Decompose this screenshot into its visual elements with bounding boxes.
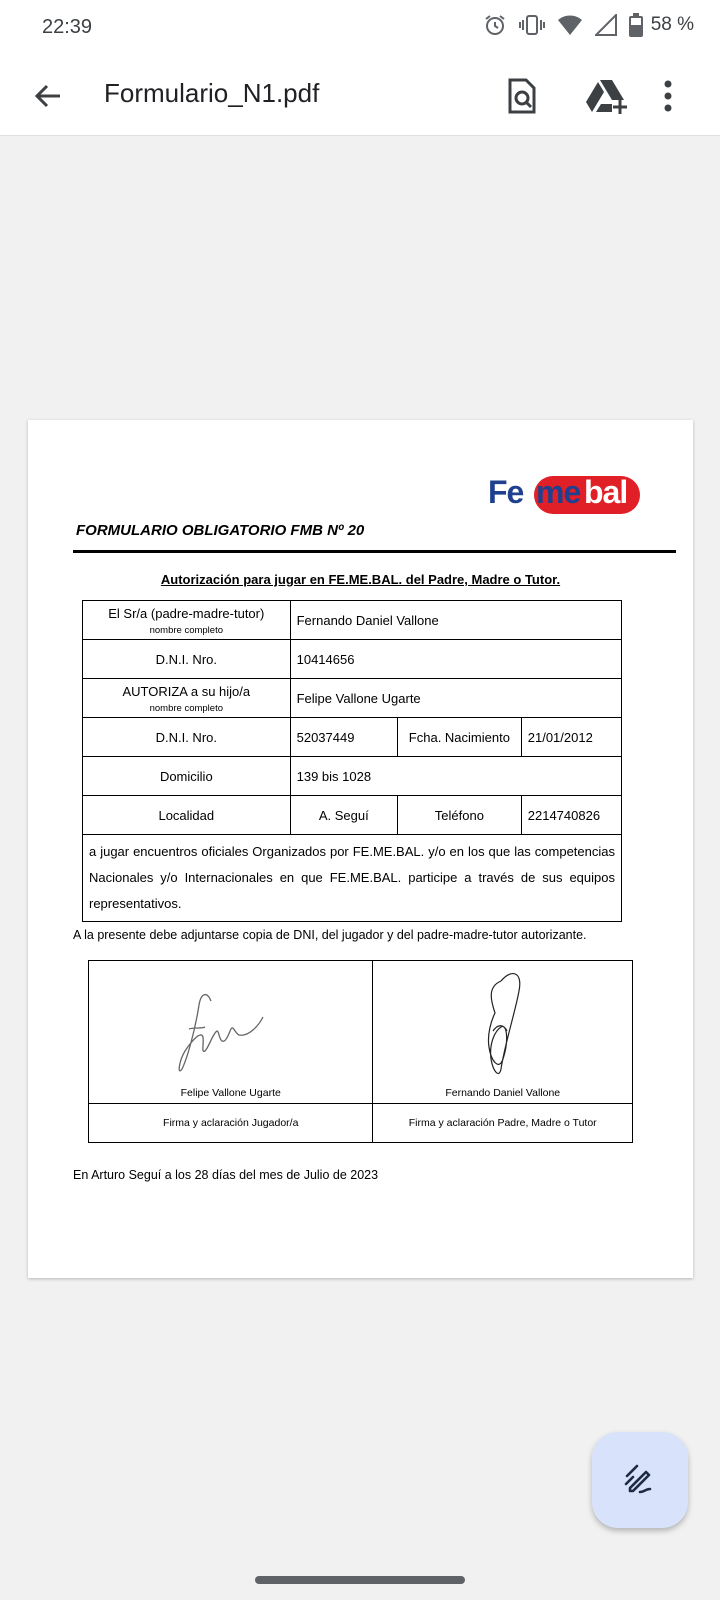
attachment-note: A la presente debe adjuntarse copia de DNI, del jugador y del padre-madre-tutor autorizante. — [73, 928, 587, 942]
add-to-drive-icon — [586, 76, 628, 116]
phone-label: Teléfono — [398, 796, 522, 835]
table-row — [83, 757, 622, 796]
guardian-signature-cell — [373, 961, 633, 1104]
locality-value: A. Seguí — [290, 796, 397, 835]
child-dni-label: D.N.I. Nro. — [83, 718, 291, 757]
back-button[interactable] — [30, 78, 66, 114]
table-row — [83, 718, 622, 757]
signal-icon — [595, 14, 617, 36]
document-title: Formulario_N1.pdf — [104, 78, 320, 108]
logo-bal: bal — [584, 474, 628, 510]
find-in-document-icon — [502, 76, 542, 116]
guardian-signature-caption: Firma y aclaración Padre, Madre o Tutor — [373, 1104, 633, 1143]
child-name-value: Felipe Vallone Ugarte — [290, 679, 621, 718]
guardian-dni-label: D.N.I. Nro. — [83, 640, 291, 679]
authorization-table — [82, 600, 622, 922]
edit-annotate-icon — [622, 1462, 658, 1498]
status-icons — [483, 13, 694, 37]
logo-me: me — [536, 474, 581, 510]
more-options-button[interactable] — [662, 76, 702, 116]
child-label: AUTORIZA a su hijo/a — [122, 683, 251, 699]
player-signature-cell — [89, 961, 373, 1104]
battery-icon — [629, 13, 643, 37]
alarm-icon — [483, 13, 507, 37]
table-row — [83, 679, 622, 718]
guardian-signature — [373, 961, 633, 1086]
title-divider — [73, 550, 676, 553]
table-row — [83, 796, 622, 835]
locality-label: Localidad — [83, 796, 291, 835]
birth-date-label: Fcha. Nacimiento — [398, 718, 522, 757]
vibrate-icon — [519, 13, 545, 37]
authorization-paragraph: a jugar encuentros oficiales Organizados por FE.ME.BAL. y/o en los que las competencias Nacionales y/o Internacionales en que FE.ME.BAL. participe a través de sus equipos representativos. — [83, 835, 622, 922]
add-to-drive-button[interactable] — [586, 76, 626, 116]
status-time: 22:39 — [42, 16, 93, 38]
guardian-sublabel: nombre completo — [149, 625, 223, 637]
birth-date-value: 21/01/2012 — [521, 718, 621, 757]
guardian-name-value: Fernando Daniel Vallone — [290, 601, 621, 640]
guardian-label: El Sr/a (padre-madre-tutor) — [108, 605, 265, 621]
table-row — [89, 961, 633, 1104]
table-row — [83, 640, 622, 679]
status-bar — [0, 0, 720, 56]
address-label: Domicilio — [83, 757, 291, 796]
guardian-label-cell — [83, 601, 291, 640]
annotate-fab-button[interactable] — [592, 1432, 688, 1528]
place-date-text: En Arturo Seguí a los 28 días del mes de Julio de 2023 — [73, 1168, 379, 1182]
player-signature — [89, 961, 374, 1081]
battery-percent: 58 % — [650, 14, 694, 35]
player-signature-caption: Firma y aclaración Jugador/a — [89, 1104, 373, 1143]
more-options-icon — [662, 76, 674, 116]
child-dni-value: 52037449 — [290, 718, 397, 757]
form-title: FORMULARIO OBLIGATORIO FMB Nº 20 — [76, 522, 365, 539]
logo-fe: Fe — [488, 474, 524, 510]
find-in-document-button[interactable] — [502, 76, 542, 116]
child-label-cell — [83, 679, 291, 718]
phone-value: 2214740826 — [521, 796, 621, 835]
pdf-page[interactable] — [28, 420, 693, 1278]
signature-table — [88, 960, 633, 1143]
guardian-printed-name: Fernando Daniel Vallone — [445, 1087, 561, 1099]
wifi-icon — [557, 14, 583, 36]
table-row — [83, 601, 622, 640]
femebal-logo — [488, 474, 648, 518]
arrow-back-icon — [30, 78, 66, 114]
gesture-nav-handle[interactable] — [255, 1576, 465, 1584]
table-row — [89, 1104, 633, 1143]
address-value: 139 bis 1028 — [290, 757, 621, 796]
guardian-dni-value: 10414656 — [290, 640, 621, 679]
child-sublabel: nombre completo — [149, 703, 223, 715]
player-printed-name: Felipe Vallone Ugarte — [180, 1087, 281, 1099]
app-bar — [0, 56, 720, 136]
table-row — [83, 835, 622, 922]
form-subtitle: Autorización para jugar en FE.ME.BAL. del Padre, Madre o Tutor. — [160, 572, 561, 587]
